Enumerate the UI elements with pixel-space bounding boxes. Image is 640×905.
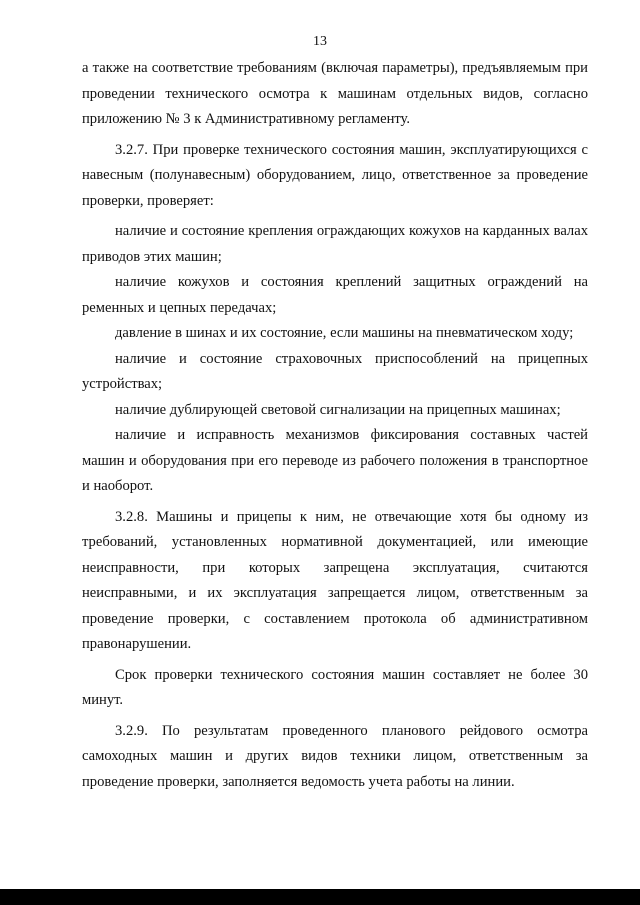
paragraph-inspection-duration: Срок проверки технического состояния машин составляет не более 30 минут. [82,666,588,708]
page-number: 13 [313,34,327,49]
list-item-light-signaling: наличие дублирующей световой сигнализации на прицепных машинах; [115,401,561,418]
list-item-safety-devices: наличие и состояние страховочных приспособлений на прицепных устройствах; [82,350,588,392]
list-item-fixing-mechanisms: наличие и исправность механизмов фиксирования составных частей машин и оборудования при его переводе из рабочего положения в транспортное и наоборот. [82,427,588,494]
paragraph-continuation: а также на соответствие требованиям (включая параметры), предъявляемым при проведении технического осмотра к машинам отдельных видов, согласно приложению № 3 к Административному регламенту. [82,60,588,127]
paragraph-3-2-8: 3.2.8. Машины и прицепы к ним, не отвечающие хотя бы одному из требований, установленных нормативной документацией, или имеющие неисправности, при которых запрещена эксплуатация, считаются неисправными, и их эксплуатация запрещается лицом, ответственным за проведение проверки, с составлением протокола об административном правонарушении. [82,508,588,652]
list-item-belt-chain-guards: наличие кожухов и состояния креплений защитных ограждений на ременных и цепных передачах; [82,274,588,316]
paragraph-3-2-9: 3.2.9. По результатам проведенного планового рейдового осмотра самоходных машин и других видов техники лицом, ответственным за проведение проверки, заполняется ведомость учета работы на линии. [82,722,588,790]
list-item-tire-pressure: давление в шинах и их состояние, если машины на пневматическом ходу; [115,325,574,341]
list-item-cardan-guards: наличие и состояние крепления ограждающих кожухов на карданных валах приводов этих машин; [82,223,588,265]
paragraph-3-2-7: 3.2.7. При проверке технического состояния машин, эксплуатирующихся с навесным (полунавесным) оборудованием, лицо, ответственное за проведение проверки, проверяет: [82,141,588,209]
scan-bottom-border [0,889,640,905]
document-body [82,56,588,795]
